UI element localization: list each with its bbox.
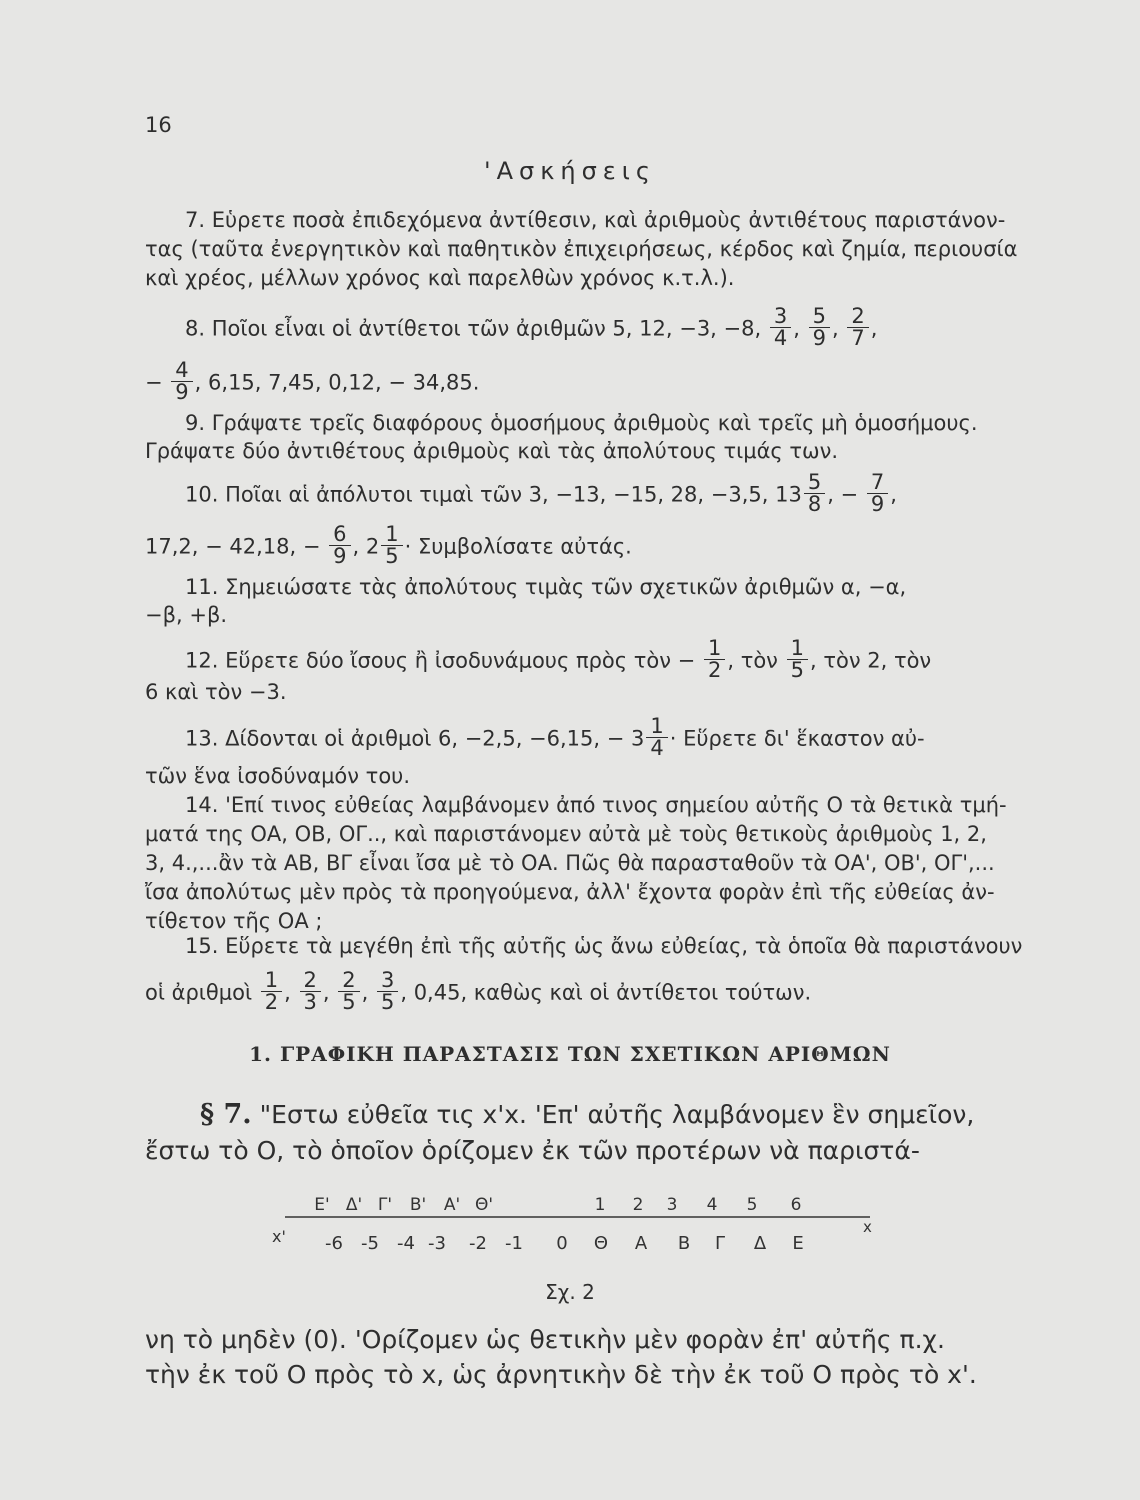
bottom-label: Δ	[753, 1233, 767, 1254]
ex10-values: 17,2, − 42,18, −	[145, 534, 321, 559]
ex7-line2: τας (ταῦτα ἐνεργητικὸν καὶ παθητικὸν ἐπιχειρήσεως, κέρδος καὶ ζημία, περιουσία	[145, 237, 1018, 261]
fraction-3-5: $\frac{3}{5}$	[377, 970, 398, 1013]
fraction-1-5: $\frac{1}{5}$	[787, 638, 808, 681]
ex9-line2: Γράψατε δύο ἀντιθέτους ἀριθμοὺς καὶ τὰς ἀπολύτους τιμάς των.	[145, 439, 839, 463]
section-heading: 1. ΓΡΑΦΙΚΗ ΠΑΡΑΣΤΑΣΙΣ ΤΩΝ ΣΧΕΤΙΚΩΝ ΑΡΙΘΜΩΝ	[249, 1042, 891, 1066]
ex13-tail: · Εὕρετε δι' ἕκαστον αὐ-	[669, 726, 925, 751]
exercises-title: 'Ασκήσεις	[484, 157, 656, 185]
ex14-line3: 3, 4.,...ἂν τὰ ΑΒ, ΒΓ εἶναι ἴσα μὲ τὸ ΟΑ. Πῶς θὰ παρασταθοῦν τὰ ΟΑ', ΟΒ', ΟΓ',...	[145, 851, 995, 875]
top-label: 3	[666, 1195, 678, 1215]
ex14-line1: 14. 'Επί τινος εὐθείας λαμβάνομεν ἀπό τινος σημείου αὐτῆς Ο τὰ θετικὰ τμή-	[185, 793, 1007, 817]
fraction-1-2: $\frac{1}{2}$	[261, 970, 282, 1013]
minus-sign: −	[145, 370, 163, 395]
fraction-1-2: $\frac{1}{2}$	[704, 638, 725, 681]
top-label: 1	[594, 1195, 606, 1215]
ex9-line1: 9. Γράψατε τρεῖς διαφόρους ὁμοσήμους ἀριθμοὺς καὶ τρεῖς μὴ ὁμοσήμους.	[185, 411, 978, 435]
ex7-line3: καὶ χρέος, μέλλων χρόνος καὶ παρελθὼν χρόνος κ.τ.λ.).	[145, 266, 735, 290]
top-label: Β'	[409, 1195, 427, 1215]
bottom-label: -3	[428, 1233, 446, 1254]
fraction-7-9: $\frac{7}{9}$	[867, 472, 888, 515]
ex15-text: οἱ ἀριθμοὶ	[145, 980, 253, 1005]
ex12-text: 12. Εὕρετε δύο ἴσους ἢ ἰσοδυνάμους πρὸς τὸν −	[185, 648, 696, 673]
fraction-2-5: $\frac{2}{5}$	[338, 970, 359, 1013]
fraction-6-9: $\frac{6}{9}$	[329, 524, 350, 567]
bottom-label: -5	[361, 1233, 379, 1254]
ex7-line1: 7. Εὑρετε ποσὰ ἐπιδεχόμενα ἀντίθεσιν, καὶ ἀριθμοὺς ἀντιθέτους παριστάνον-	[185, 208, 1006, 232]
ex12-line2: 6 καὶ τὸν −3.	[145, 680, 287, 704]
mixed-whole-2: 2	[365, 534, 380, 559]
ex11-line2: −β, +β.	[145, 603, 228, 627]
ex8-text: 8. Ποῖοι εἶναι οἱ ἀντίθετοι τῶν ἀριθμῶν 5, 12, −3, −8,	[185, 316, 762, 341]
fraction-1-5: $\frac{1}{5}$	[381, 524, 402, 567]
fraction-5-9: $\frac{5}{9}$	[809, 306, 830, 349]
ex14-line4: ἴσα ἀπολύτως μὲν πρὸς τὰ προηγούμενα, ἀλλ' ἔχοντα φορὰν ἐπὶ τῆς εὐθείας ἀν-	[145, 880, 995, 904]
minus-sign: −	[840, 482, 859, 507]
fraction-5-8: $\frac{5}{8}$	[804, 472, 825, 515]
ex10-tail: · Συμβολίσατε αὐτάς.	[404, 534, 632, 559]
ex13-line2: τῶν ἕνα ἰσοδύναμόν του.	[145, 764, 411, 788]
section-number: § 7.	[200, 1099, 252, 1130]
bottom-label: Α	[634, 1233, 648, 1254]
page-number: 16	[145, 113, 172, 137]
ex8-line2: − $\frac{4}{9}$ , 6,15, 7,45, 0,12, − 34,85.	[145, 358, 480, 404]
top-label: Γ'	[377, 1195, 393, 1215]
right-end-label: x	[863, 1218, 872, 1236]
section-line4: τὴν ἐκ τοῦ Ο πρὸς τὸ x, ὡς ἀρνητικὴν δὲ τὴν ἐκ τοῦ Ο πρὸς τὸ x'.	[145, 1360, 977, 1389]
ex12-mid: , τὸν	[727, 648, 778, 673]
fraction-4-9: $\frac{4}{9}$	[171, 360, 192, 403]
ex15-line2: οἱ ἀριθμοὶ $\frac{1}{2}$ , $\frac{2}{3}$ , $\frac{2}{5}$ , $\frac{3}{5}$ , 0,45, καθὼς καὶ οἱ ἀντίθετοι τούτων.	[145, 968, 812, 1014]
bottom-label: -6	[325, 1233, 343, 1254]
ex10-text: 10. Ποῖαι αἱ ἀπόλυτοι τιμαὶ τῶν 3, −13, −15, 28, −3,5, 13	[185, 482, 802, 507]
ex14-line2: ματά της ΟΑ, ΟΒ, ΟΓ.., καὶ παριστάνομεν αὐτὰ μὲ τοὺς θετικοὺς ἀριθμοὺς 1, 2,	[145, 822, 987, 846]
ex11-line1: 11. Σημειώσατε τὰς ἀπολύτους τιμὰς τῶν σχετικῶν ἀριθμῶν α, −α,	[185, 575, 907, 599]
ex10-line2: 17,2, − 42,18, − $\frac{6}{9}$ , 2 $\frac{1}{5}$ · Συμβολίσατε αὐτάς.	[145, 522, 632, 568]
section-line3: νη τὸ μηδὲν (0). 'Ορίζομεν ὡς θετικὴν μὲν φορὰν ἐπ' αὐτῆς π.χ.	[145, 1325, 945, 1354]
fraction-3-4: $\frac{3}{4}$	[770, 306, 791, 349]
top-label: Θ'	[474, 1195, 494, 1215]
top-label: 5	[746, 1195, 758, 1215]
bottom-label: -1	[505, 1233, 523, 1254]
top-label: Α'	[443, 1195, 461, 1215]
bottom-label: Β	[677, 1233, 691, 1254]
ex13-text: 13. Δίδονται οἱ ἀριθμοὶ 6, −2,5, −6,15, − 3	[185, 726, 645, 751]
ex15-tail: , 0,45, καθὼς καὶ οἱ ἀντίθετοι τούτων.	[400, 980, 812, 1005]
ex8-line1: 8. Ποῖοι εἶναι οἱ ἀντίθετοι τῶν ἀριθμῶν 5, 12, −3, −8, $\frac{3}{4}$ , $\frac{5}{9}$ , $\frac{2}{7}$ ,	[185, 304, 878, 350]
bottom-label: -4	[397, 1233, 415, 1254]
bottom-label: -2	[469, 1233, 487, 1254]
section-line2: ἔστω τὸ Ο, τὸ ὁποῖον ὁρίζομεν ἐκ τῶν προτέρων νὰ παριστά-	[145, 1136, 920, 1165]
bottom-label: Θ	[593, 1233, 609, 1254]
ex14-line5: τίθετον τῆς ΟΑ ;	[145, 909, 323, 933]
top-label: Ε'	[314, 1195, 330, 1215]
bottom-labels	[325, 1233, 804, 1254]
top-label: 4	[706, 1195, 718, 1215]
bottom-label: 0	[556, 1233, 568, 1254]
ex10-line1: 10. Ποῖαι αἱ ἀπόλυτοι τιμαὶ τῶν 3, −13, −15, 28, −3,5, 13 $\frac{5}{8}$ , − $\frac{7}{9}$ ,	[185, 470, 897, 516]
top-label: 2	[632, 1195, 644, 1215]
fraction-2-7: $\frac{2}{7}$	[847, 306, 868, 349]
top-labels	[314, 1195, 801, 1215]
bottom-label: Ε	[792, 1233, 804, 1254]
bottom-label: Γ	[714, 1233, 726, 1254]
ex8-values: 6,15, 7,45, 0,12, − 34,85.	[208, 370, 480, 395]
left-end-label: x'	[272, 1227, 286, 1246]
fraction-2-3: $\frac{2}{3}$	[300, 970, 321, 1013]
fraction-1-4: $\frac{1}{4}$	[646, 716, 667, 759]
ex12-tail: , τὸν 2, τὸν	[809, 648, 932, 673]
top-label: Δ'	[345, 1195, 363, 1215]
top-label: 6	[790, 1195, 802, 1215]
ex15-line1: 15. Εὕρετε τὰ μεγέθη ἐπὶ τῆς αὐτῆς ὡς ἄνω εὐθείας, τὰ ὁποῖα θὰ παριστάνουν	[185, 934, 1023, 958]
section-line1-text: "Εστω εὐθεῖα τις x'x. 'Επ' αὐτῆς λαμβάνομεν ἓν σημεῖον,	[259, 1100, 975, 1129]
figure-caption: Σχ. 2	[545, 1280, 595, 1304]
